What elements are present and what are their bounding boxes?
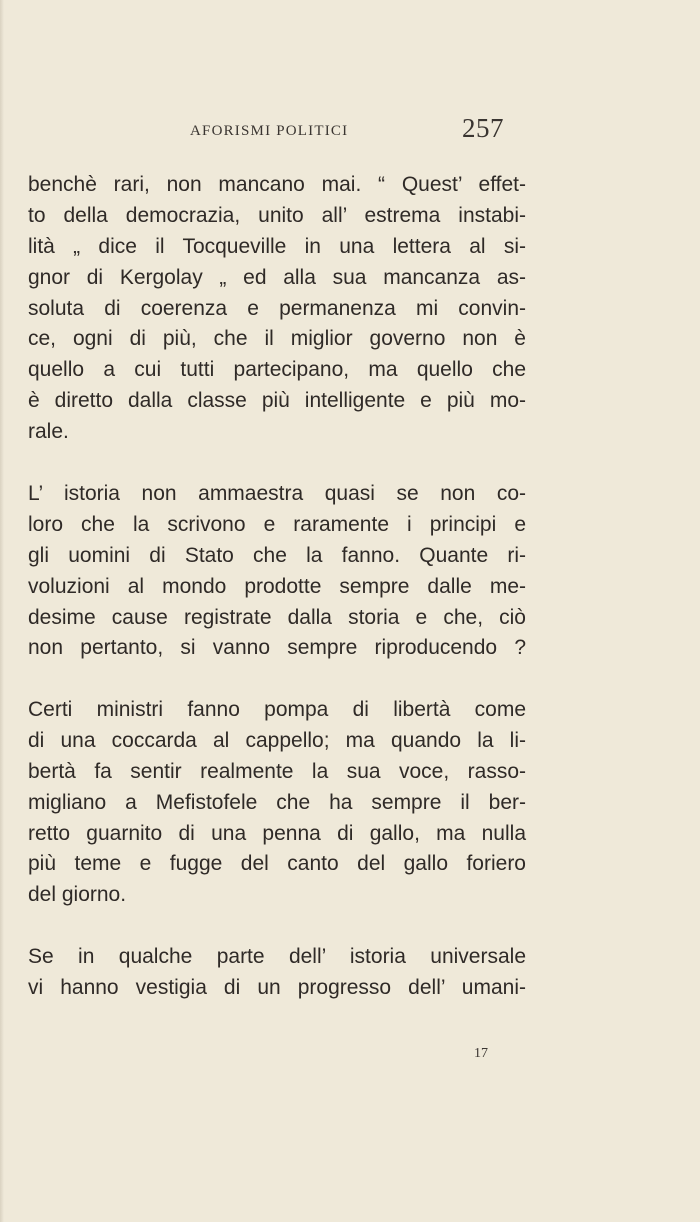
text-line: più teme e fugge del canto del gallo foriero — [28, 852, 526, 876]
signature-mark: 17 — [474, 1046, 488, 1061]
page-number: 257 — [462, 113, 504, 143]
text-line: L’ istoria non ammaestra quasi se non co- — [28, 482, 526, 505]
text-line: Se in qualche parte dell’ istoria universale — [28, 945, 526, 968]
text-line: voluzioni al mondo prodotte sempre dalle me- — [28, 574, 526, 598]
text-line: quello a cui tutti partecipano, ma quello che — [28, 358, 526, 382]
text-line: Certi ministri fanno pompa di libertà come — [28, 698, 526, 721]
text-line: rale. — [28, 420, 69, 444]
paragraph-4 — [28, 942, 526, 1004]
paragraph-2 — [28, 479, 526, 664]
paragraph-3 — [28, 695, 526, 911]
text-line: ce, ogni di più, che il miglior governo non è — [28, 327, 526, 351]
text-line: gli uomini di Stato che la fanno. Quante ri- — [28, 543, 526, 567]
paragraph-1 — [28, 170, 526, 448]
text-line: vi hanno vestigia di un progresso dell’ umani- — [28, 975, 526, 999]
text-line: retto guarnito di una penna di gallo, ma nulla — [28, 821, 526, 845]
text-line: loro che la scrivono e raramente i principi e — [28, 512, 526, 536]
page-edge — [0, 0, 4, 1222]
text-line: soluta di coerenza e permanenza mi convin- — [28, 296, 526, 320]
text-line: non pertanto, si vanno sempre riproducendo ? — [28, 636, 526, 660]
page-header — [190, 113, 510, 153]
text-line: to della democrazia, unito all’ estrema instabi- — [28, 203, 526, 227]
text-line: del giorno. — [28, 883, 127, 907]
text-line: lità „ dice il Tocqueville in una lettera al si- — [28, 234, 526, 258]
text-line: desime cause registrate dalla storia e che, ciò — [28, 605, 526, 629]
text-line: è diretto dalla classe più intelligente e più mo- — [28, 389, 526, 413]
text-line: migliano a Mefistofele che ha sempre il ber- — [28, 790, 526, 814]
text-line: gnor di Kergolay „ ed alla sua mancanza as- — [28, 265, 526, 289]
running-title: AFORISMI POLITICI — [190, 123, 349, 139]
text-line: benchè rari, non mancano mai. “ Quest’ effet- — [28, 173, 526, 196]
text-line: bertà fa sentir realmente la sua voce, rasso- — [28, 759, 526, 783]
text-line: di una coccarda al cappello; ma quando la li- — [28, 728, 526, 752]
